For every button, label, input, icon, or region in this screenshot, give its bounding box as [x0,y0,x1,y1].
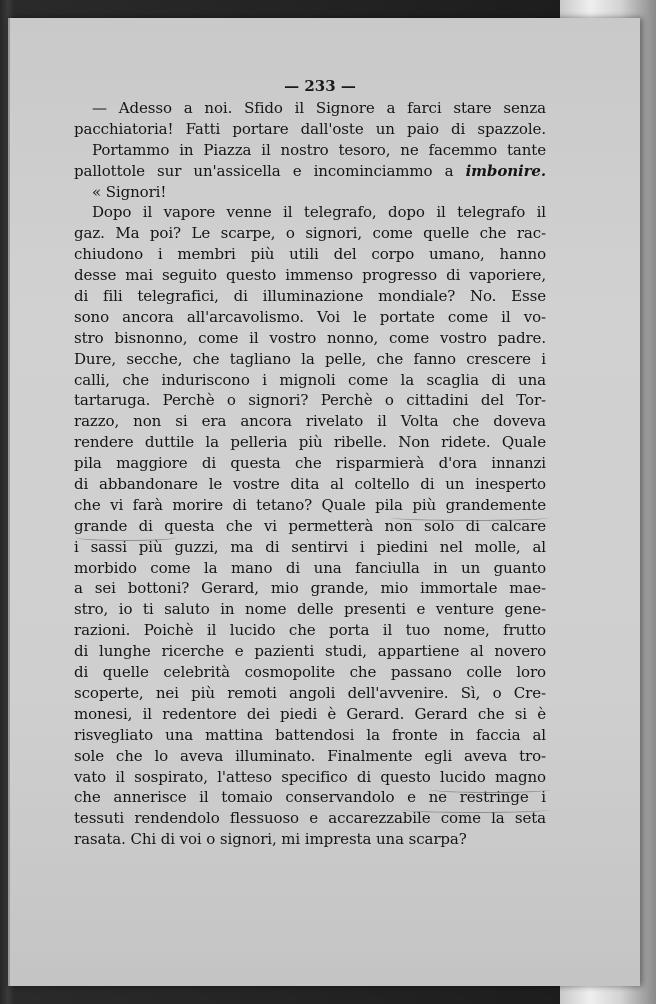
text-line [74,474,546,495]
text-line-content: Portammo in Piazza il nostro tesoro, ne facemmo tante [92,140,546,159]
page-text-block [74,74,546,850]
text-line-content: che annerisce il tomaio conservandolo e ne restringe i [74,788,546,807]
text-line-content: Dopo il vapore venne il telegrafo, dopo il telegrafo il [92,203,546,222]
pencil-underline-mark [400,806,550,813]
text-line-content: pallottole sur un'assicella e incominciammo a [74,161,454,180]
text-line [74,599,546,620]
text-line [74,223,546,244]
pencil-underline-mark [390,514,550,521]
text-line [74,140,546,161]
text-line [74,453,546,474]
text-line-content: i sassi più guzzi, ma di sentirvi i piedini nel molle, al [74,537,546,556]
text-line-content: chiudono i membri più utili del corpo umano, hanno [74,245,546,264]
text-line [74,829,546,850]
text-line [74,767,546,788]
text-line [74,746,546,767]
text-line [74,704,546,725]
text-line-content: risvegliato una mattina battendosi la fronte in faccia al [74,725,546,744]
text-line [74,307,546,328]
text-line [74,725,546,746]
text-line-content: grande di questa che vi permetterà non solo di calcare [74,516,546,535]
text-line-content: di fili telegrafici, di illuminazione mondiale? No. Esse [74,287,546,306]
text-line [74,202,546,223]
text-line-content: monesi, il redentore dei piedi è Gerard. Gerard che si è [74,704,546,723]
text-line-content: di abbandonare le vostre dita al coltello di un inesperto [74,475,546,494]
text-line-content: calli, che induriscono i mignoli come la scaglia di una [74,370,546,389]
text-line-content: vato il sospirato, l'atteso specifico di questo lucido magno [74,767,546,786]
text-line [74,244,546,265]
text-line [74,495,546,516]
text-line [74,328,546,349]
emphasized-word: imbonire. [465,161,546,180]
text-line-content: scoperte, nei più remoti angoli dell'avvenire. Sì, o Cre- [74,683,546,702]
text-line-content: — Adesso a noi. Sfido il Signore a farci stare senza [92,99,546,117]
text-line-content: rendere duttile la pelleria più ribelle. Non ridete. Quale [74,433,546,452]
text-line-content: rasata. Chi di voi o signori, mi impresta una scarpa? [74,830,467,849]
text-line-content: pacchiatoria! Fatti portare dall'oste un paio di spazzole. [74,119,546,138]
text-line-content: tessuti rendendolo flessuoso e accarezzabile come la seta [74,809,546,828]
text-line [74,286,546,307]
text-line-content: pila maggiore di questa che risparmierà d'ora innanzi [74,454,546,473]
pencil-underline-mark [430,786,550,793]
text-line [74,119,546,140]
text-line-content: sono ancora all'arcavolismo. Voi le portate come il vo- [74,307,546,326]
paragraph-lines [74,98,546,850]
text-line [74,390,546,411]
text-line-content: stro, io ti saluto in nome delle presenti e venture gene- [74,600,546,619]
text-line-content: razzo, non si era ancora rivelato il Volta che doveva [74,412,546,431]
text-line-content: morbido come la mano di una fanciulla in un guanto [74,558,546,577]
text-line [74,641,546,662]
text-line-content: Dure, secche, che tagliano la pelle, che fanno crescere i [74,349,546,368]
text-line [74,432,546,453]
text-line-content: « Signori! [92,182,167,201]
text-line-content: razioni. Poichè il lucido che porta il tuo nome, frutto [74,621,546,640]
text-line [74,578,546,599]
text-line-content: di quelle celebrità cosmopolite che passano colle loro [74,663,546,682]
text-line [74,662,546,683]
pencil-underline-mark [76,534,176,541]
text-line [74,370,546,391]
text-line-content: stro bisnonno, come il vostro nonno, come vostro padre. [74,328,546,347]
text-line [74,558,546,579]
text-line [74,620,546,641]
text-line [74,182,546,203]
text-line [74,161,546,182]
text-line-content: di lunghe ricerche e pazienti studi, appartiene al novero [74,642,546,661]
text-line-content: desse mai seguito questo immenso progresso di vaporiere, [74,266,546,285]
text-line-content: sole che lo aveva illuminato. Finalmente egli aveva tro- [74,746,546,765]
text-line [74,265,546,286]
text-line-content: gaz. Ma poi? Le scarpe, o signori, come quelle che rac- [74,224,546,243]
text-line-content: che vi farà morire di tetano? Quale pila più grandemente [74,495,546,514]
text-line [74,349,546,370]
text-line [74,683,546,704]
text-line-content: a sei bottoni? Gerard, mio grande, mio immortale mae- [74,579,546,598]
book-page [8,18,640,986]
text-line [74,411,546,432]
page-number: — 233 — [284,77,356,95]
text-line-content: tartaruga. Perchè o signori? Perchè o cittadini del Tor- [74,391,546,410]
text-line [74,98,546,119]
